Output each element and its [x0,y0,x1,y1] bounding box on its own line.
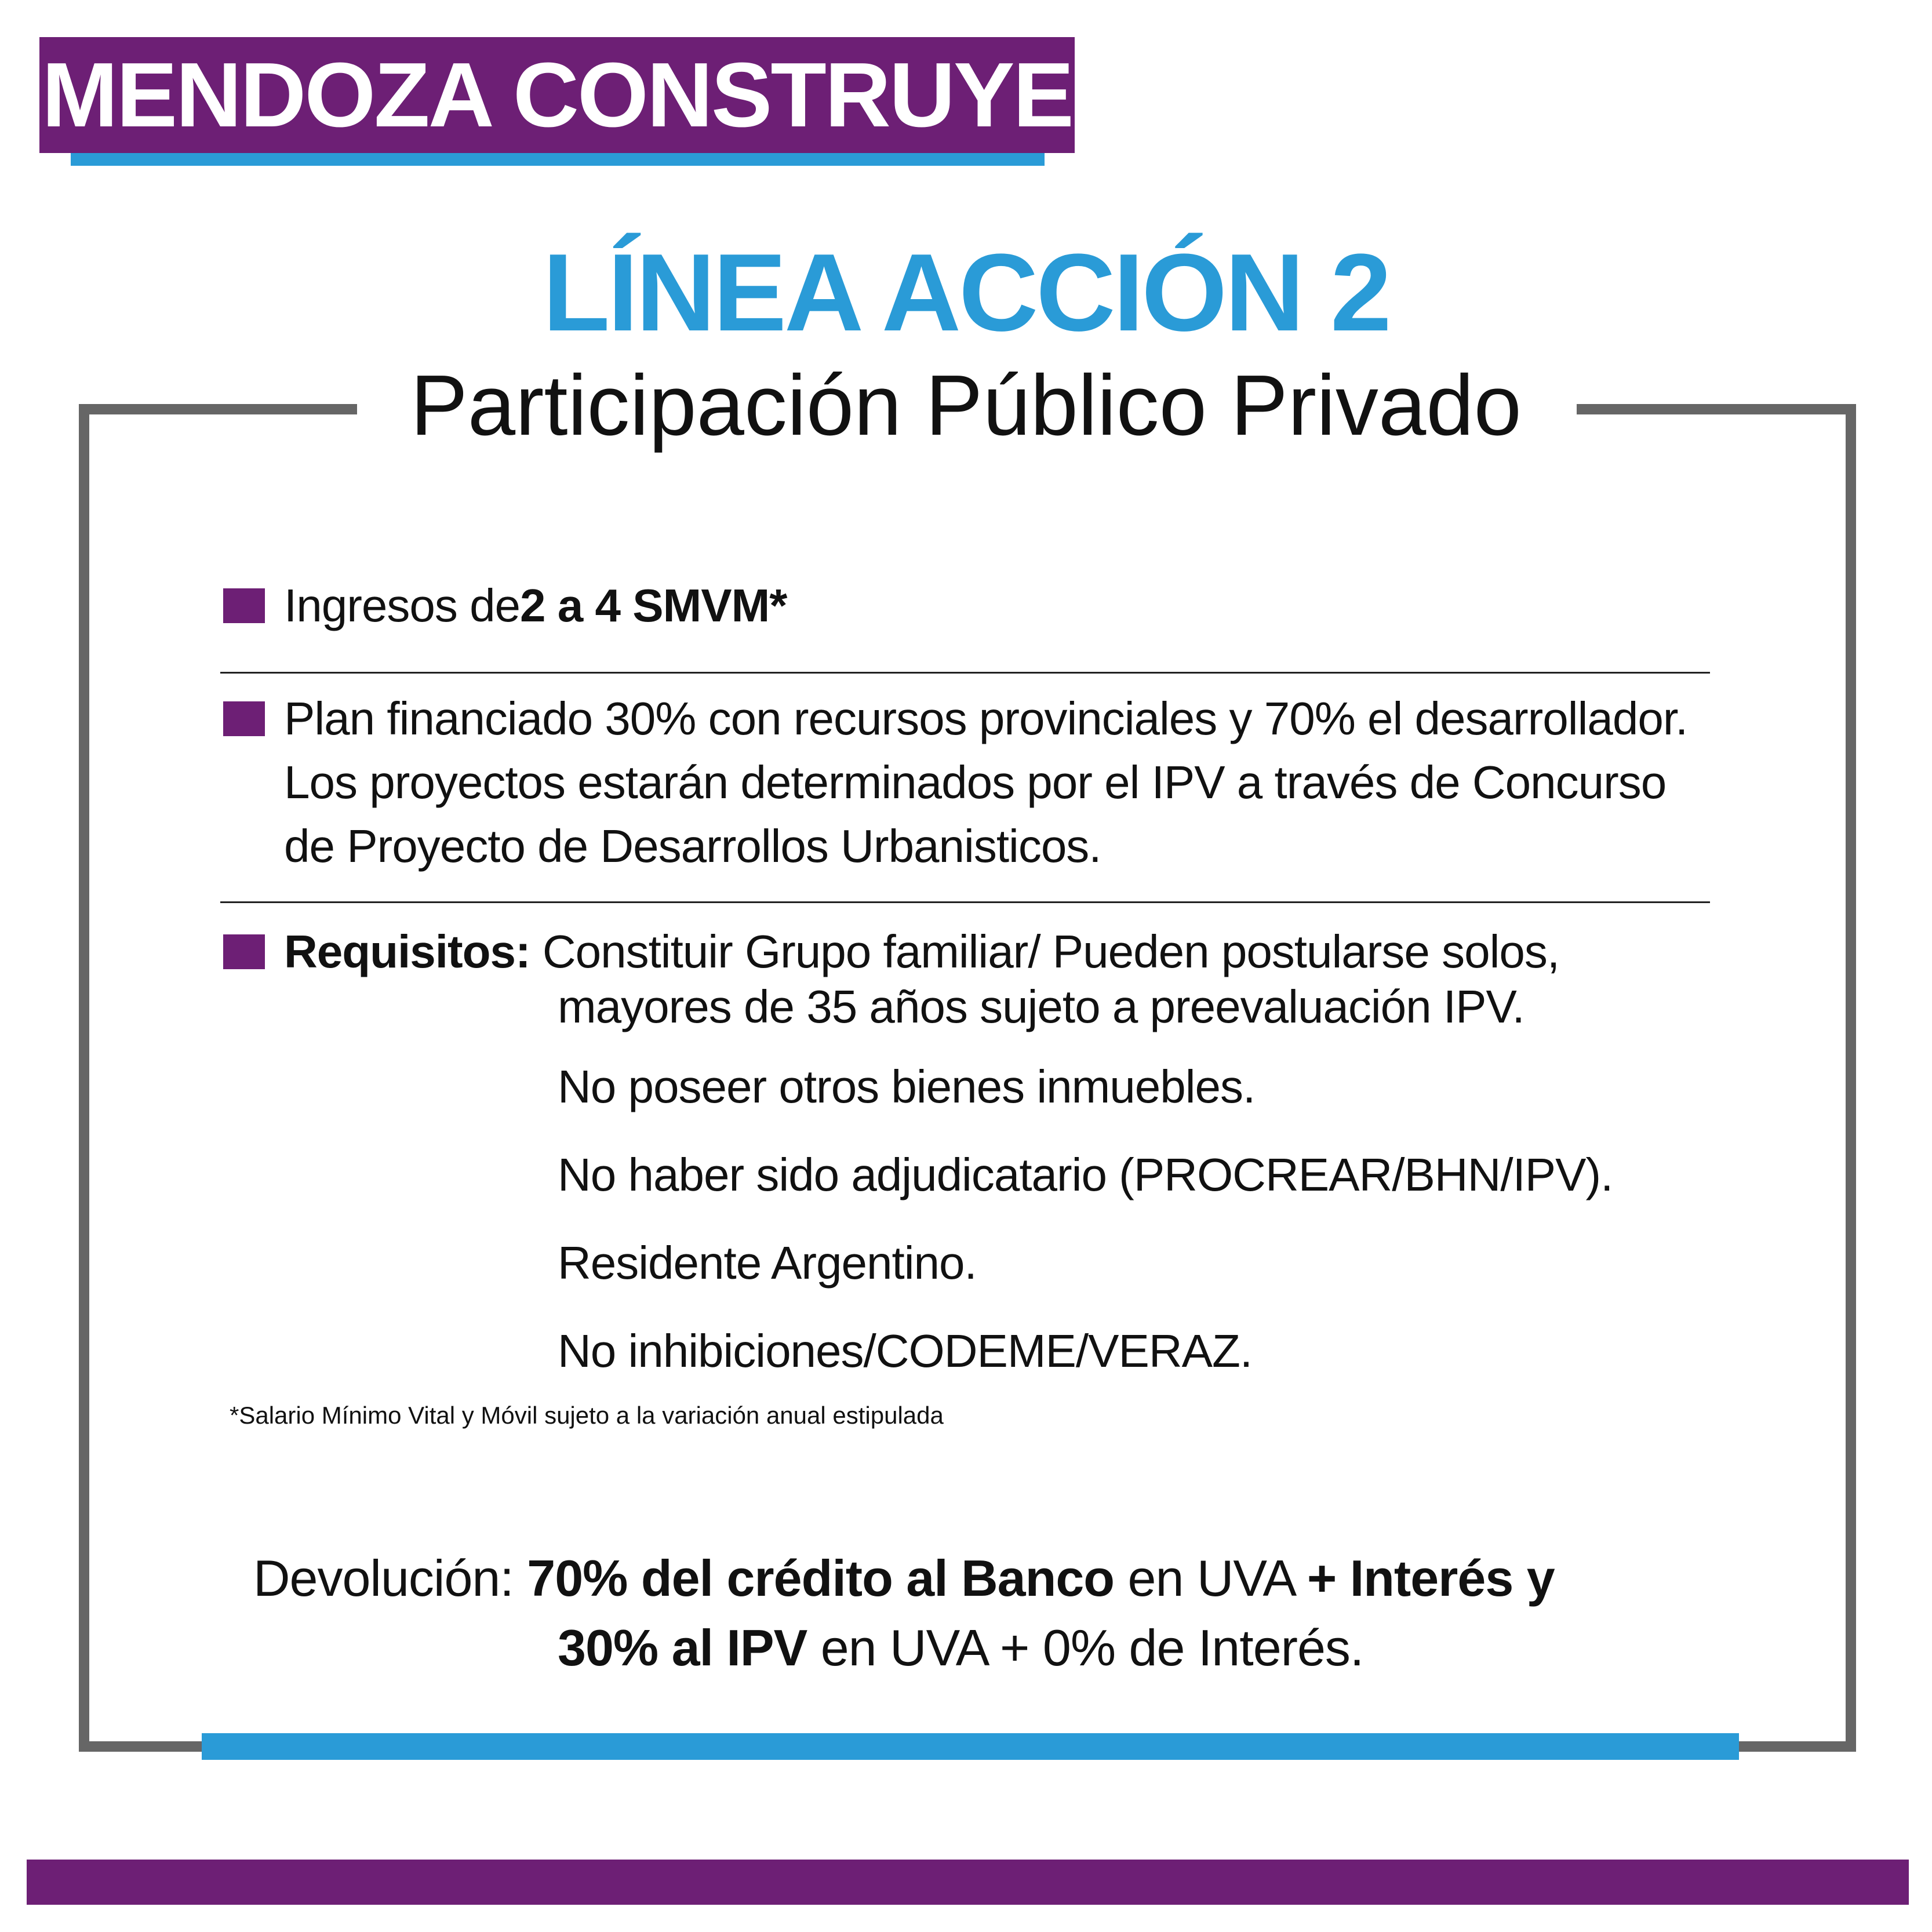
footnote: *Salario Mínimo Vital y Móvil sujeto a la variación anual estipulada [230,1402,944,1429]
devolucion-label: Devolución: [253,1549,527,1607]
requirement-line: Residente Argentino. [558,1237,977,1289]
item-plan-line: de Proyecto de Desarrollos Urbanisticos. [284,820,1101,872]
item-income [284,574,787,638]
bullet-square-icon [223,701,265,736]
item-requirements-text: Constituir Grupo familiar/ Pueden postularse solos, [530,926,1560,977]
devolucion-line-1 [253,1544,1555,1613]
item-requirements [284,920,1559,984]
frame-left [79,404,89,1752]
item-income-value: 2 a 4 SMVM* [520,580,787,631]
item-requirements-label: Requisitos: [284,926,530,977]
devolucion-line-2 [558,1613,1363,1683]
item-plan-line: Plan financiado 30% con recursos provinciales y 70% el desarrollador. [284,693,1688,744]
divider [220,672,1710,674]
devolucion-text-1: en UVA [1114,1549,1307,1607]
devolucion-bold-1: 70% del crédito al Banco [527,1549,1115,1607]
requirement-line: No inhibiciones/CODEME/VERAZ. [558,1325,1253,1377]
frame-right [1846,404,1856,1752]
item-requirements-continuation: mayores de 35 años sujeto a preevaluación IPV. [558,981,1525,1032]
header-title: MENDOZA CONSTRUYE [42,44,1072,146]
item-income-label: Ingresos de [284,580,521,631]
bullet-square-icon [223,934,265,969]
item-plan-line: Los proyectos estarán determinados por el IPV a través de Concurso [284,756,1667,808]
header-badge [39,37,1075,153]
devolucion-text-2: en UVA + 0% de Interés. [807,1619,1364,1676]
requirement-line: No haber sido adjudicatario (PROCREAR/BHN/IPV). [558,1149,1613,1200]
bullet-square-icon [223,588,265,623]
item-plan [284,687,1687,878]
divider [220,901,1710,903]
devolucion-bold-2: + Interés y [1307,1549,1555,1607]
requirement-line: No poseer otros bienes inmuebles. [558,1061,1256,1112]
subtitle: Participación Público Privado [410,358,1522,453]
bottom-bar [27,1860,1909,1905]
devolucion-bold-3: 30% al IPV [558,1619,807,1676]
main-title: LÍNEA ACCIÓN 2 [543,231,1389,354]
frame-bottom-accent [202,1733,1739,1760]
